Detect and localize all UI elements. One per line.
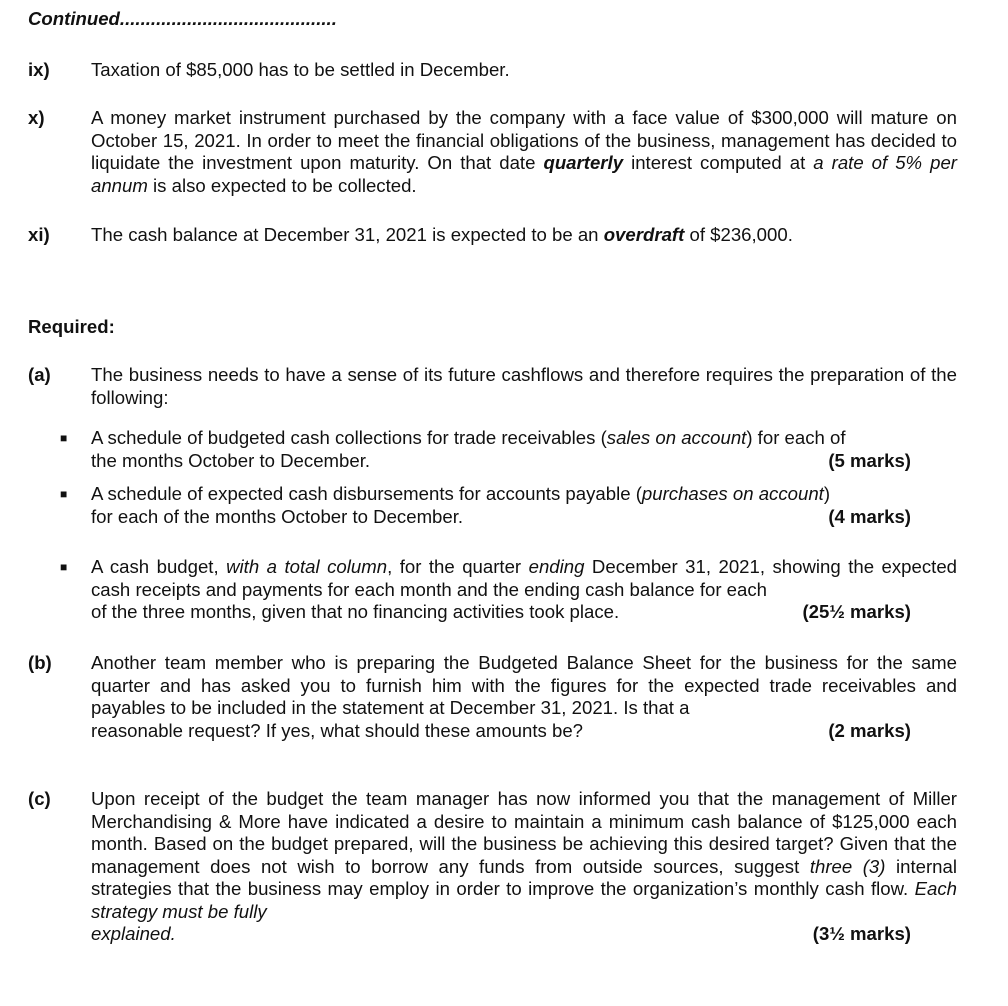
part-c-text: Upon receipt of the budget the team manager has now informed you that the management of Miller Merchandising & More have indicated a desire to maintain a minimum cash balance of $125,000 each month. Based on the budget prepared, will the business be achieving this desired target? Given that the management does not wish to borrow any funds from outside sources, suggest three (3) internal strategies that the business may employ in order to improve the organization’s monthly cash flow. Each strategy must be fully explained. (3½ marks)	[91, 788, 957, 944]
bullet-icon: ■	[60, 431, 68, 445]
part-b-text: Another team member who is preparing the Budgeted Balance Sheet for the business for the same quarter and has asked you to furnish him with the figures for the expected trade receivables and payables to be included in the statement at December 31, 2021. Is that a reasonable request? If yes, what should these amounts be? (2 marks)	[91, 652, 957, 741]
bullet-icon: ■	[60, 560, 68, 574]
bullet-icon: ■	[60, 487, 68, 501]
item-xi-text: The cash balance at December 31, 2021 is expected to be an overdraft of $236,000.	[91, 224, 793, 245]
bullet-3-marks: (25½ marks)	[802, 601, 911, 622]
item-ix-text: Taxation of $85,000 has to be settled in December.	[91, 59, 510, 80]
required-heading: Required:	[28, 316, 115, 337]
bullet-2-marks: (4 marks)	[828, 505, 911, 527]
continued-header: Continued..........................................	[28, 8, 337, 29]
part-a-number: (a)	[28, 364, 51, 385]
bullet-2-text: A schedule of expected cash disbursements for accounts payable (purchases on account) for each of the months October to December. (4 marks)	[91, 483, 911, 527]
part-b-number: (b)	[28, 652, 52, 673]
bullet-3-text: A cash budget, with a total column, for the quarter ending December 31, 2021, showing the expected cash receipts and payments for each month and the ending cash balance for each of the three months, given that no financing activities took place. (25½ marks)	[91, 556, 957, 622]
item-number-x: x)	[28, 107, 45, 128]
part-c-number: (c)	[28, 788, 51, 809]
part-c-marks: (3½ marks)	[812, 923, 911, 944]
part-a-text: The business needs to have a sense of its future cashflows and therefore requires the preparation of the following:	[91, 364, 957, 408]
item-number-ix: ix)	[28, 59, 50, 80]
bullet-1-text: A schedule of budgeted cash collections for trade receivables (sales on account) for each of the months October to December. (5 marks)	[91, 427, 911, 471]
item-number-xi: xi)	[28, 224, 50, 245]
item-x-text: A money market instrument purchased by the company with a face value of $300,000 will mature on October 15, 2021. In order to meet the financial obligations of the business, management has decided to liquidate the investment upon maturity. On that date quarterly interest computed at a rate of 5% per annum is also expected to be collected.	[91, 107, 957, 196]
bullet-1-marks: (5 marks)	[828, 449, 911, 471]
part-b-marks: (2 marks)	[828, 719, 911, 741]
